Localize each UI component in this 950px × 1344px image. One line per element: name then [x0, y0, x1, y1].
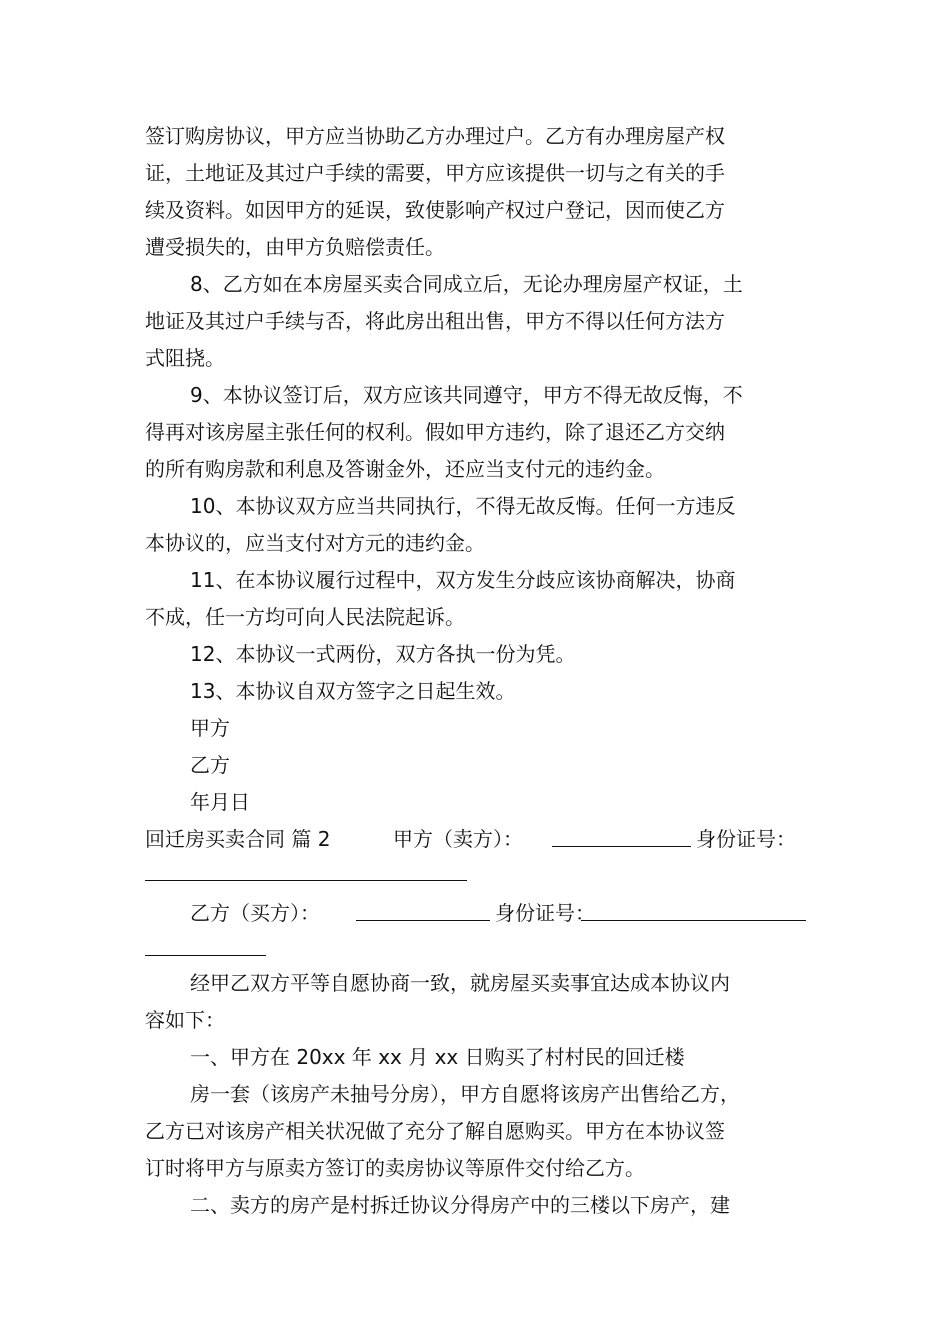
- clause-10: 10、本协议双方应当共同执行，不得无故反悔。任何一方违反: [190, 494, 736, 518]
- id-b-blank: [581, 920, 806, 921]
- clause-8: 8、乙方如在本房屋买卖合同成立后，无论办理房屋产权证，土: [190, 272, 743, 296]
- id-a-blank: [145, 880, 467, 881]
- text-line: 证，土地证及其过户手续的需要，甲方应该提供一切与之有关的手: [145, 161, 725, 185]
- text-line: 式阻挠。: [145, 346, 225, 370]
- id-b-blank-cont: [145, 955, 266, 956]
- signature-party-a: 甲方: [190, 716, 230, 740]
- id-label-b: 身份证号：: [495, 901, 595, 925]
- clause-13: 13、本协议自双方签字之日起生效。: [190, 679, 516, 703]
- text-line: 房一套（该房产未抽号分房），甲方自愿将该房产出售给乙方，: [190, 1082, 740, 1106]
- text-line: 容如下：: [145, 1008, 225, 1032]
- text-line: 本协议的，应当支付对方元的违约金。: [145, 531, 485, 555]
- party-b-blank: [356, 920, 490, 921]
- party-b-label: 乙方（买方）：: [190, 901, 320, 925]
- text-line: 订时将甲方与原卖方签订的卖房协议等原件交付给乙方。: [145, 1156, 645, 1180]
- clause-two: 二、卖方的房产是村拆迁协议分得房产中的三楼以下房产，建: [190, 1193, 730, 1217]
- text-line: 乙方已对该房产相关状况做了充分了解自愿购买。甲方在本协议签: [145, 1119, 725, 1143]
- text-line: 遭受损失的，由甲方负赔偿责任。: [145, 235, 445, 259]
- clause-9: 9、本协议签订后，双方应该共同遵守，甲方不得无故反悔，不: [190, 383, 743, 407]
- id-label-a: 身份证号：: [696, 827, 796, 851]
- text-line: 续及资料。如因甲方的延误，致使影响产权过户登记，因而使乙方: [145, 198, 725, 222]
- text-line: 经甲乙双方平等自愿协商一致，就房屋买卖事宜达成本协议内: [190, 971, 730, 995]
- clause-one: 一、甲方在 20xx 年 xx 月 xx 日购买了村村民的回迁楼: [190, 1045, 685, 1069]
- text-line: 地证及其过户手续与否，将此房出租出售，甲方不得以任何方法方: [145, 309, 725, 333]
- text-line: 不成，任一方均可向人民法院起诉。: [145, 605, 465, 629]
- clause-12: 12、本协议一式两份，双方各执一份为凭。: [190, 642, 576, 666]
- text-line: 签订购房协议，甲方应当协助乙方办理过户。乙方有办理房屋产权: [145, 124, 725, 148]
- party-a-blank: [552, 846, 691, 847]
- clause-11: 11、在本协议履行过程中，双方发生分歧应该协商解决，协商: [190, 568, 736, 592]
- section-heading: 回迁房买卖合同 篇 2: [145, 827, 331, 851]
- signature-party-b: 乙方: [190, 753, 230, 777]
- party-a-label: 甲方（卖方）：: [393, 827, 523, 851]
- text-line: 得再对该房屋主张任何的权利。假如甲方违约，除了退还乙方交纳: [145, 420, 725, 444]
- signature-date: 年月日: [190, 790, 250, 814]
- text-line: 的所有购房款和利息及答谢金外，还应当支付元的违约金。: [145, 457, 665, 481]
